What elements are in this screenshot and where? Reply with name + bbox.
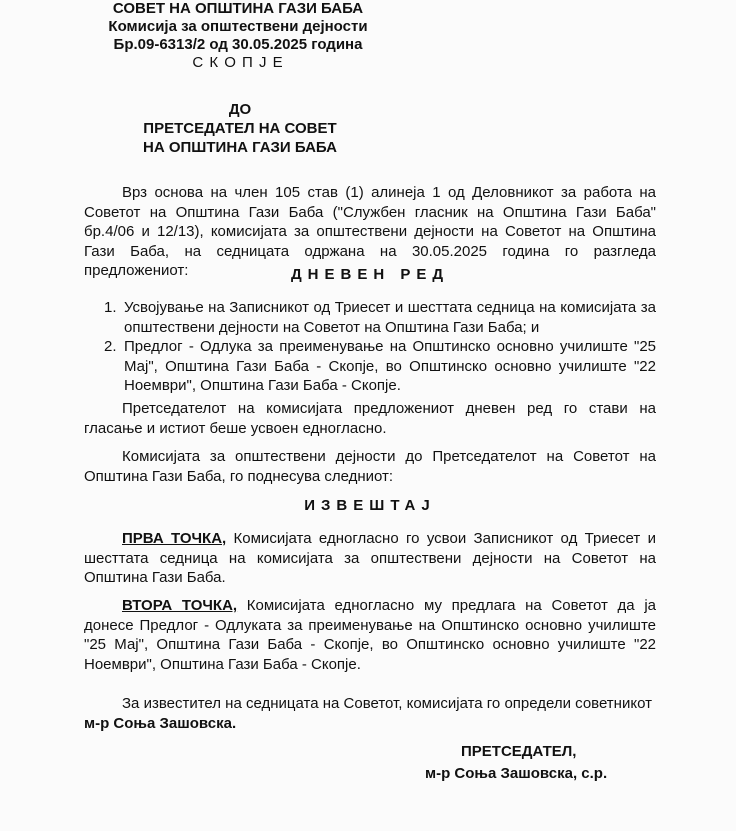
commission-name: Комисија за општествени дејности bbox=[108, 18, 368, 35]
signature-name: м-р Соња Зашовска, с.р. bbox=[425, 765, 608, 782]
list-item-number: 1. bbox=[104, 299, 117, 316]
submit-paragraph: Комисијата за општествени дејности до Претседателот на Советот на Општина Гази Баба, го поднесува следниот: bbox=[84, 448, 656, 485]
rapporteur-paragraph bbox=[84, 694, 656, 733]
agenda-list bbox=[104, 298, 656, 396]
list-item bbox=[104, 337, 656, 396]
list-item-text: Усвојување на Записникот од Триесет и шесттата седница на комисијата за општествени дејности на Советот на Општина Гази Баба; и bbox=[124, 299, 656, 336]
document-header bbox=[108, 0, 368, 72]
addressee-line2: НА ОПШТИНА ГАЗИ БАБА bbox=[143, 139, 337, 156]
council-name: СОВЕТ НА ОПШТИНА ГАЗИ БАБА bbox=[112, 0, 364, 17]
addressee-line1: ПРЕТСЕДАТЕЛ НА СОВЕТ bbox=[143, 120, 337, 137]
signature-title: ПРЕТСЕДАТЕЛ, bbox=[461, 743, 577, 760]
reference-number: Бр.09-6313/2 од 30.05.2025 година bbox=[113, 36, 363, 53]
point-one-text: Комисијата едногласно го усвои Записникот од Триесет и шесттата седница на комисијата за општествени дејности на Советот на Општина Гази Баба. bbox=[84, 530, 656, 586]
report-title: ИЗВЕШТАЈ bbox=[304, 497, 436, 514]
addressee bbox=[140, 100, 340, 157]
point-one-paragraph bbox=[84, 529, 656, 588]
point-two-paragraph bbox=[84, 596, 656, 674]
list-item bbox=[104, 298, 656, 337]
point-one-label: ПРВА ТОЧКА, bbox=[122, 530, 227, 547]
signature-block bbox=[425, 741, 625, 785]
rapporteur-text: За известител на седницата на Советот, комисијата го определи советникот bbox=[122, 695, 652, 712]
list-item-number: 2. bbox=[104, 338, 117, 355]
city: С К О П Ј Е bbox=[192, 54, 284, 71]
point-two-label: ВТОРА ТОЧКА, bbox=[122, 597, 238, 614]
rapporteur-name: м-р Соња Зашовска. bbox=[84, 714, 237, 732]
vote-paragraph: Претседателот на комисијата предложениот дневен ред го стави на гласање и истиот беше усвоен едногласно. bbox=[84, 400, 656, 437]
point-two-text: Комисијата едногласно му предлага на Советот да ја донесе Предлог - Одлуката за преименување на Општинско основно училиште "25 Мај", Општина Гази Баба - Скопје, во Општинско основно училиште "22 Ноември", Општина Гази Баба - Скопје. bbox=[84, 597, 656, 673]
intro-paragraph: Врз основа на член 105 став (1) алинеја 1 од Деловникот за работа на Советот на Општина Гази Баба ("Службен гласник на Општина Гази Баба" бр.4/06 и 12/13), комисијата за општествени дејности на Советот на Општина Гази Баба, на седницата одржана на 30.05.2025 година го разгледа предложениот: bbox=[84, 184, 656, 279]
addressee-to: ДО bbox=[228, 101, 252, 118]
agenda-title: ДНЕВЕН РЕД bbox=[290, 266, 450, 283]
list-item-text: Предлог - Одлука за преименување на Општинско основно училиште "25 Мај", Општина Гази Баба - Скопје, во Општинско основно училиште "22 Ноември", Општина Гази Баба - Скопје. bbox=[124, 338, 656, 394]
